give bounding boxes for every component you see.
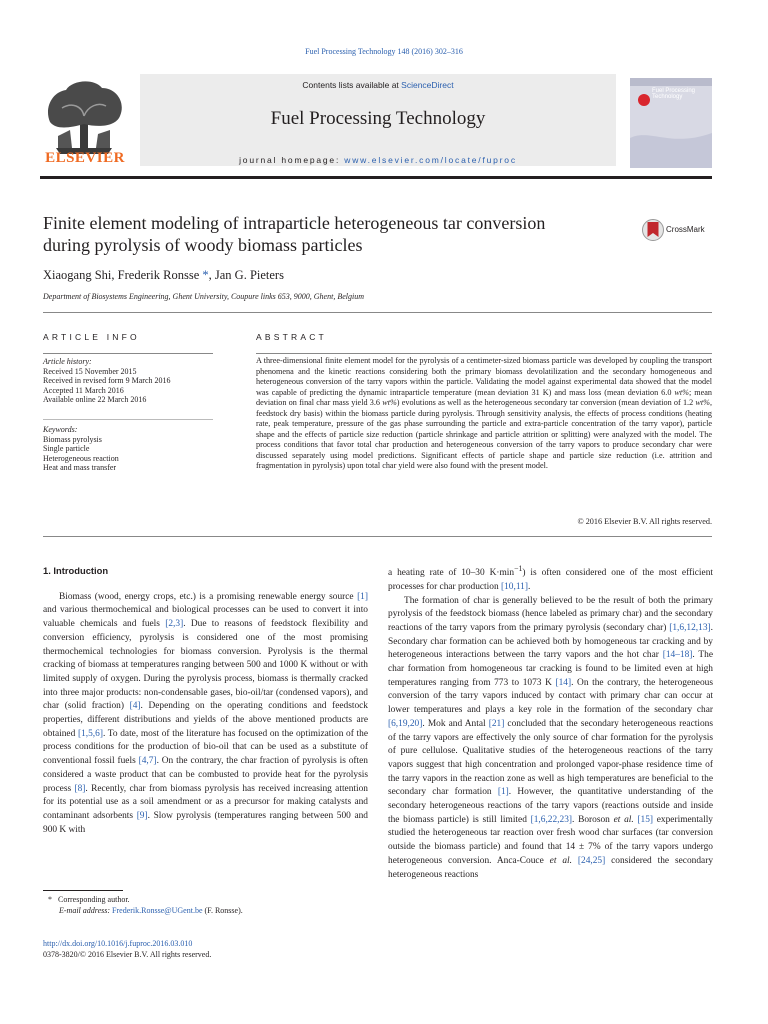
citation-link[interactable]: [1]: [357, 591, 368, 602]
email-note: E-mail address: Frederik.Ronsse@UGent.be (F. Ronsse).: [59, 906, 243, 915]
article-title: Finite element modeling of intraparticle heterogeneous tar conversion during pyrolysis of woody biomass particles: [43, 213, 546, 255]
doi-link[interactable]: http://dx.doi.org/10.1016/j.fuproc.2016.03.010: [43, 939, 193, 948]
citation-link[interactable]: [1,6,12,13]: [669, 622, 711, 633]
article-history: [43, 357, 213, 405]
crossmark-icon: [642, 215, 664, 245]
affiliation: Department of Biosystems Engineering, Ghent University, Coupure links 653, 9000, Ghent, Belgium: [43, 292, 364, 301]
body-column-left: [43, 564, 368, 837]
citation-link[interactable]: [14]: [555, 677, 572, 688]
divider: [43, 419, 213, 420]
divider: [43, 312, 712, 313]
keyword-item: Single particle: [43, 444, 90, 454]
corresponding-author-mark[interactable]: *: [199, 268, 209, 282]
sciencedirect-link[interactable]: ScienceDirect: [401, 80, 454, 90]
citation-link[interactable]: [6,19,20]: [388, 718, 423, 729]
keywords: [43, 425, 213, 473]
keywords-label: Keywords:: [43, 425, 78, 434]
masthead-divider: [40, 176, 712, 179]
abstract-body: A three-dimensional finite element model for the pyrolysis of a centimeter-sized biomass particle was developed by coupling the transport phenomena and the kinetic reactions considering both the primary biomass devolatilization and the secondary homogeneous and heterogeneous conversion of the tarry vapors within the particle. Validating the model against experimental data showed that the model was capable of predicting the dynamic intraparticle temperature (mean deviation 31 K) and mass loss (mean deviation 6.0 wt%; mean deviation on final char mass yield 3.6 wt%) evolutions as well as the heterogeneous secondary tar conversion (mean deviation of 1.2 wt%, feedstock dry basis) within the biomass particle during pyrolysis. Through sensitivity analysis, the effects of process conditions (heating rate, peak temperature, pressure of the gas phase surrounding the particle and extra-particle concentration of the tarry vapor), particle shape and the effects of particle size reduction (particle shrinkage and particle attrition or splitting) were analyzed with the model. The process conditions that favor total char production and heterogeneous conversion of the tarry vapors to produce secondary char were discussed separately using model predictions. Significant effects of particle shape and particle size reduction (i.e. attrition and fragmentation in pyrolysis) upon total char yield were also found with the present model.: [256, 356, 712, 471]
citation-link[interactable]: [1,6,22,23]: [530, 814, 573, 825]
citation-link[interactable]: [14–18]: [662, 650, 693, 661]
crossmark-badge[interactable]: [642, 215, 712, 245]
author-list: [43, 268, 284, 283]
publisher-name: ELSEVIER: [45, 150, 125, 166]
crossmark-label: CrossMark: [666, 225, 705, 234]
citation-link[interactable]: [10,11]: [500, 581, 528, 592]
keyword-item: Biomass pyrolysis: [43, 434, 102, 444]
citation-link[interactable]: [9]: [136, 810, 148, 821]
citation-link[interactable]: [2,3]: [165, 619, 184, 630]
citation-link[interactable]: [15]: [637, 814, 654, 825]
journal-title: Fuel Processing Technology: [270, 108, 486, 129]
email-link[interactable]: Frederik.Ronsse@UGent.be: [112, 906, 203, 915]
history-item: Received in revised form 9 March 2016: [43, 376, 171, 386]
author-ronsse: Frederik Ronsse: [117, 268, 200, 282]
paragraph: The formation of char is generally believed to be the result of both the primary pyrolysis of the feedstock biomass (hence labeled as primary char) and the secondary reactions of the tarry vapors from the primary pyrolysis (secondary char) [1,6,12,13]. Secondary char formation can be achieved both by homogeneous tar cracking and by heterogeneous interactions between the tarry vapors and the hot char [14–18]. The char formation from homogeneous tar cracking is found to be limited even at high temperatures ranging from 773 to 1073 K [14]. On the contrary, the heterogeneous conversion of the tarry vapors induced by contact with primary char can occur at lower temperatures and plays a key role in the formation of the secondary char [6,19,20]. Mok and Antal [21] concluded that the secondary heterogeneous reactions of the tarry vapors are effectively the only source of char formation for the pyrolysis of pure cellulose. Qualitative studies of the heterogeneous reactions of the tarry vapors suggest that high concentration and prolonged vapor-phase residence time of the tarry vapors in the reaction zone as well as high temperatures are beneficial to the secondary char formation [1]. However, the quantitative understanding of the secondary heterogeneous reactions of the tarry vapors (reactions outside and inside the biomass particle) is still limited [1,6,22,23]. Boroson et al. [15] experimentally studied the heterogeneous tar reaction over fresh wood char surfaces (tar conversion outside the biomass particle) and found that 14 ± 7% of the tarry vapors undergo heterogeneous conversion. Anca-Couce et al. [24,25] considered the secondary heterogeneous reactions: [388, 595, 714, 880]
journal-masthead: [40, 70, 712, 176]
citation-link[interactable]: [4,7]: [138, 756, 157, 767]
citation-link[interactable]: [21]: [488, 718, 505, 729]
history-label: Article history:: [43, 357, 92, 366]
author-pieters: , Jan G. Pieters: [208, 268, 284, 282]
journal-cover-thumbnail[interactable]: [630, 78, 712, 168]
body-column-right: [388, 562, 713, 882]
issn-copyright: 0378-3820/© 2016 Elsevier B.V. All rights reserved.: [43, 950, 212, 959]
doi-block: [43, 938, 363, 960]
citation-link[interactable]: [24,25]: [577, 855, 606, 866]
keyword-item: Heterogeneous reaction: [43, 453, 119, 463]
citation-link[interactable]: [8]: [74, 783, 86, 794]
journal-homepage: journal homepage: www.elsevier.com/locate/fuproc: [239, 155, 517, 165]
citation-link[interactable]: [4]: [129, 701, 141, 712]
journal-banner: [140, 74, 616, 166]
article-info-heading: ARTICLE INFO: [43, 332, 140, 342]
divider: [43, 536, 712, 537]
abstract-heading: ABSTRACT: [256, 332, 327, 342]
history-item: Received 15 November 2015: [43, 366, 137, 376]
contents-line: Contents lists available at ScienceDirect: [302, 80, 454, 90]
citation-link[interactable]: [1,5,6]: [77, 728, 103, 739]
history-item: Available online 22 March 2016: [43, 395, 147, 405]
footnote-divider: [43, 890, 123, 891]
footnote: [48, 894, 368, 916]
paragraph: a heating rate of 10–30 $K\cdot\min^{-1}$) is often considered one of the most efficient processes for char production [10,11].: [388, 564, 713, 592]
divider: [43, 353, 213, 354]
paragraph: Biomass (wood, energy crops, etc.) is a promising renewable energy source [1] and various thermochemical and biological processes can be used to convert it into valuable chemicals and fuels [2,3]. Due to reasons of feedstock flexibility and conversion efficiency, pyrolysis is considered one of the most promising thermochemical technologies for biomass conversion. Pyrolysis is the thermal cracking of biomass at temperatures ranging between 500 and 1000 K without or with limited supply of oxygen. During the pyrolysis process, biomass is thermally cracked into three major products: non-condensable gases, bio-oil/tar (condensed vapors), and char (solid fraction) [4]. Depending on the operating conditions and feedstock properties, different distributions and yields of the above mentioned products are obtained [1,5,6]. To date, most of the literature has focused on the optimization of the process conditions for the production of bio-oil that can be used as a substitute of conventional fossil fuels [4,7]. On the contrary, the char fraction of pyrolysis is often considered a waste product that can be combusted to provide heat for the pyrolysis process [8]. Recently, char from biomass pyrolysis has received increasing attention for its potential use as a soil amendment or as a precursor for making catalysts and contaminant adsorbents [9]. Slow pyrolysis (temperatures ranging between 500 and 900 K with: [43, 591, 368, 835]
homepage-link[interactable]: www.elsevier.com/locate/fuproc: [344, 155, 517, 165]
section-heading-introduction: 1. Introduction: [43, 565, 109, 576]
divider: [256, 353, 712, 354]
citation-link[interactable]: [1]: [497, 787, 509, 798]
history-item: Accepted 11 March 2016: [43, 385, 124, 395]
keyword-item: Heat and mass transfer: [43, 463, 117, 473]
author-shi: Xiaogang Shi,: [43, 268, 118, 282]
journal-citation[interactable]: Fuel Processing Technology 148 (2016) 302–316: [305, 47, 463, 56]
corresponding-author-note: * Corresponding author.: [48, 895, 130, 904]
cover-title: Fuel Processing Technology: [652, 88, 696, 100]
abstract-copyright: © 2016 Elsevier B.V. All rights reserved.: [577, 517, 712, 526]
